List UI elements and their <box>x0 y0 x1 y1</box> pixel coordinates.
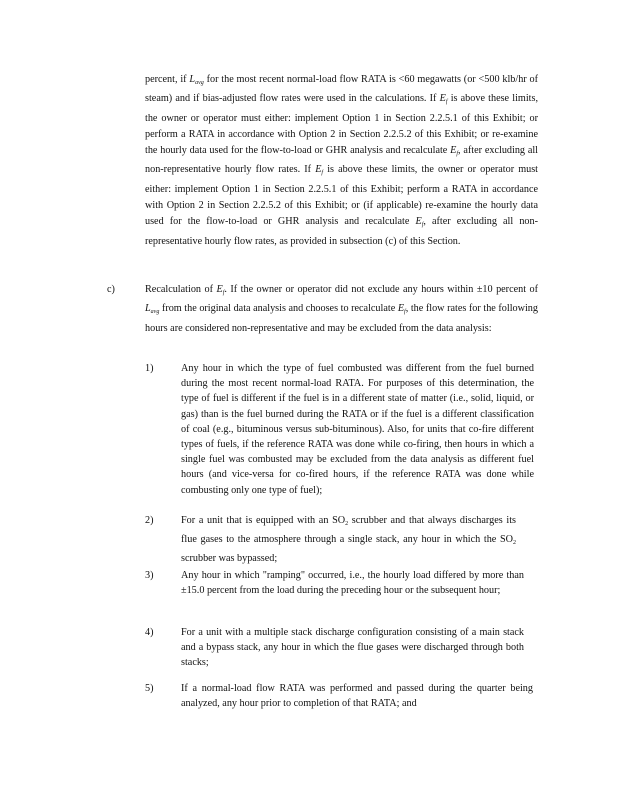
symbol-e: $E_f$ <box>216 284 225 296</box>
section-c-text-3: from the original data analysis and chooses to recalculate <box>161 303 396 315</box>
section-c-text-4: , the flow rates for the following hours are considered non-representative and may be excluded from the data analysis: <box>145 303 538 334</box>
item-5-text: If a normal-load flow RATA was performed and passed during the quarter being analyzed, any hour prior to completion of that RATA; and <box>181 683 533 710</box>
continuation-paragraph <box>145 72 538 250</box>
cont-text-5: is above these limits, the owner or operator must either: implement Option 1 in Section 2.2.5.1 of this Exhibit; perform a RATA in accordance with Option 2 in Section 2.2.5.2 of this Exhibit; or (if applicable) re-examine the hourly data used for the flow-to-load or GHR analysis and recalculate <box>145 164 539 228</box>
item-2-text: For a unit that is equipped with an $SO_2$ scrubber and that always discharges its flue gases to the atmosphere through a single stack, any hour in which the $SO_2$ scrubber was bypassed; <box>181 515 516 565</box>
cont-text-4: , after excluding all non-representative hourly flow rates. If <box>145 145 538 176</box>
item-4-marker: 4) <box>145 627 154 638</box>
cont-text-6: , after excluding all non-representative hourly flow rates, as provided in subsection (c) of this Section. <box>145 216 538 247</box>
item-4-text: For a unit with a multiple stack discharge configuration consisting of a main stack and a bypass stack, any hour in which the flue gases were discharged through both stacks; <box>181 627 524 669</box>
item-1-text: Any hour in which the type of fuel combusted was different from the fuel burned during the most recent normal-load RATA. For purposes of this determination, the type of fuel is different if the fuel is in a different state of matter (i.e., solid, liquid, or gas) than is the fuel burned during the RATA or if the fuel is a different classification of coal (e.g., bituminous versus sub-bituminous). Also, for units that co-fire different types of fuels, if the reference RATA was done while co-firing, then hours in which a single fuel was combusted may be excluded from the data analysis as different fuel hours (and vice-versa for co-fired hours, if the reference RATA was done while combusting only one type of fuel); <box>181 363 534 496</box>
item-3-text: Any hour in which "ramping" occurred, i.e., the hourly load differed by more than ±15.0 percent from the load during the preceding hour or the subsequent hour; <box>181 570 524 597</box>
symbol-l: $L_{avg}$ <box>189 74 204 86</box>
cont-text-1: percent, if <box>145 74 187 85</box>
section-c-marker: c) <box>107 284 115 295</box>
symbol-e: $E_f$ <box>415 216 424 229</box>
section-c-text-2: . If the owner or operator did not exclude any hours within ±10 percent of <box>224 284 539 295</box>
item-5-marker: 5) <box>145 683 154 694</box>
section-c-paragraph <box>145 282 538 337</box>
item-2-marker: 2) <box>145 515 154 526</box>
section-c-text-1: Recalculation of <box>145 284 213 295</box>
item-3-marker: 3) <box>145 570 154 581</box>
symbol-e: $E_f$ <box>450 145 459 158</box>
cont-text-2: for the most recent normal-load flow RATA is <60 megawatts (or <500 klb/hr of steam) and if bias-adjusted flow rates were used in the calculations. If <box>145 74 539 105</box>
symbol-e: $E_f$ <box>439 93 448 106</box>
symbol-e: $E_f$ <box>397 303 406 316</box>
cont-text-3: is above these limits, the owner or operator must either: implement Option 1 in Section 2.2.5.1 of this Exhibit; or perform a RATA in accordance with Option 2 in Section 2.2.5.2 of this Exhibit; or re-examine the hourly data used for the flow-to-load or GHR analysis and recalculate <box>145 93 539 157</box>
symbol-e: $E_f$ <box>315 164 324 177</box>
symbol-l: $L_{avg}$ <box>145 303 160 316</box>
item-1-marker: 1) <box>145 363 154 374</box>
